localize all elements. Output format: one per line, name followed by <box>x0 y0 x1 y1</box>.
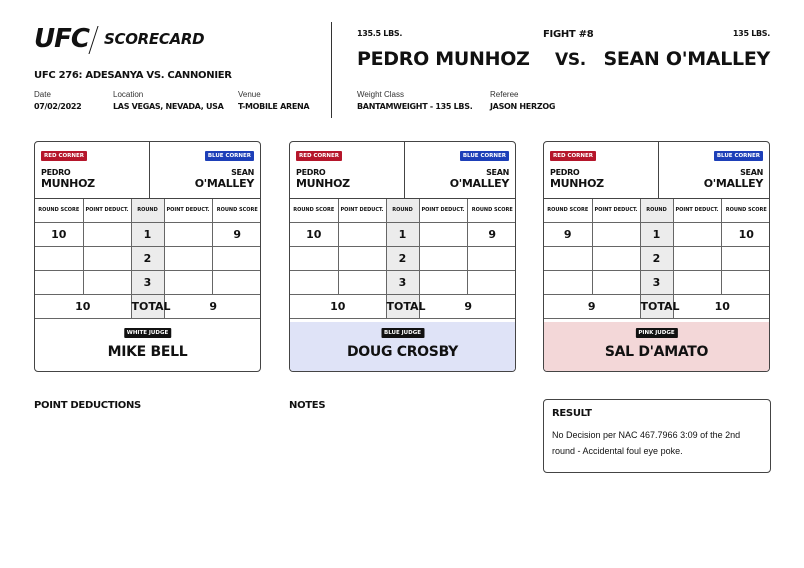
blue-point-deduction <box>673 222 721 246</box>
round-row <box>544 222 770 246</box>
red-total: 10 <box>35 294 131 318</box>
venue-value: T-MOBILE ARENA <box>238 102 310 111</box>
corner-divider <box>404 142 405 199</box>
vs-label: VS. <box>555 50 586 70</box>
round-number: 3 <box>386 270 419 294</box>
red-corner-badge: RED CORNER <box>550 151 596 161</box>
red-point-deduction <box>592 246 640 270</box>
blue-round-score: 9 <box>212 222 261 246</box>
red-point-deduction <box>338 270 386 294</box>
round-number: 2 <box>640 246 673 270</box>
point-deduct-header: POINT DEDUCT. <box>592 199 640 222</box>
judge-name: MIKE BELL <box>107 344 188 360</box>
red-point-deduction <box>338 222 386 246</box>
round-score-header: ROUND SCORE <box>544 199 592 222</box>
red-round-score <box>35 246 83 270</box>
blue-point-deduction <box>164 270 212 294</box>
blue-round-score <box>721 270 770 294</box>
blue-fighter-weight: 135 LBS. <box>732 29 770 38</box>
blue-corner-badge: BLUE CORNER <box>205 151 254 161</box>
blue-corner-badge: BLUE CORNER <box>714 151 763 161</box>
round-row <box>35 246 261 270</box>
red-round-score <box>290 246 338 270</box>
round-score-header: ROUND SCORE <box>467 199 516 222</box>
judge-card <box>543 141 770 372</box>
blue-point-deduction <box>419 246 467 270</box>
round-header: ROUND <box>640 199 673 222</box>
red-total: 9 <box>544 294 640 318</box>
header-divider <box>331 22 332 118</box>
notes-heading: NOTES <box>289 400 326 411</box>
score-grid <box>290 199 516 319</box>
corner-divider <box>149 142 150 199</box>
judge-badge: PINK JUDGE <box>635 328 677 338</box>
red-point-deduction <box>338 246 386 270</box>
card-fighters <box>290 142 515 199</box>
red-round-score: 9 <box>544 222 592 246</box>
red-point-deduction <box>83 222 131 246</box>
referee-value: JASON HERZOG <box>490 102 556 111</box>
blue-point-deduction <box>419 270 467 294</box>
score-grid-header <box>544 199 770 222</box>
round-number: 3 <box>131 270 164 294</box>
blue-total: 9 <box>164 294 261 318</box>
blue-corner-badge: BLUE CORNER <box>460 151 509 161</box>
red-last-name: MUNHOZ <box>550 177 604 190</box>
judge-area <box>35 322 260 372</box>
blue-point-deduction <box>419 222 467 246</box>
location-label: Location <box>113 90 144 99</box>
red-round-score: 10 <box>290 222 338 246</box>
venue-label: Venue <box>238 90 261 99</box>
round-row <box>290 222 516 246</box>
point-deduct-header: POINT DEDUCT. <box>83 199 131 222</box>
referee-label: Referee <box>490 90 519 99</box>
total-label: TOTAL <box>386 294 419 318</box>
red-point-deduction <box>592 222 640 246</box>
blue-fighter-label <box>195 167 254 189</box>
blue-round-score <box>467 246 516 270</box>
red-point-deduction <box>83 246 131 270</box>
event-name: UFC 276: ADESANYA VS. CANNONIER <box>34 70 232 81</box>
ufc-logo: UFC <box>34 24 89 54</box>
round-row <box>544 270 770 294</box>
red-round-score: 10 <box>35 222 83 246</box>
judge-badge: WHITE JUDGE <box>124 328 172 338</box>
judge-area <box>290 322 515 372</box>
round-header: ROUND <box>131 199 164 222</box>
blue-first-name: SEAN <box>740 168 763 177</box>
judge-name: SAL D'AMATO <box>604 344 709 360</box>
weight-class-value: BANTAMWEIGHT - 135 LBS. <box>357 102 473 111</box>
round-row <box>35 270 261 294</box>
red-fighter-label <box>41 167 95 189</box>
round-number: 1 <box>640 222 673 246</box>
blue-last-name: O'MALLEY <box>449 177 509 190</box>
round-row <box>35 222 261 246</box>
red-point-deduction <box>592 270 640 294</box>
blue-last-name: O'MALLEY <box>194 177 254 190</box>
total-label: TOTAL <box>131 294 164 318</box>
total-row <box>35 294 261 318</box>
blue-last-name: O'MALLEY <box>703 177 763 190</box>
card-fighters <box>35 142 260 199</box>
blue-point-deduction <box>673 246 721 270</box>
blue-round-score <box>212 246 261 270</box>
red-fighter-weight: 135.5 LBS. <box>357 29 403 38</box>
blue-fighter-label <box>704 167 763 189</box>
red-fighter-label <box>550 167 604 189</box>
round-number: 1 <box>386 222 419 246</box>
score-grid-header <box>290 199 516 222</box>
blue-first-name: SEAN <box>231 168 254 177</box>
round-number: 3 <box>640 270 673 294</box>
red-first-name: PEDRO <box>41 168 71 177</box>
result-text: No Decision per NAC 467.7966 3:09 of the 2nd round - Accidental foul eye poke. <box>552 430 741 456</box>
blue-fighter-label <box>450 167 509 189</box>
judge-name: DOUG CROSBY <box>346 344 459 360</box>
point-deduct-header: POINT DEDUCT. <box>673 199 721 222</box>
scorecard-title: SCORECARD <box>104 30 205 48</box>
round-score-header: ROUND SCORE <box>721 199 770 222</box>
total-row <box>290 294 516 318</box>
location-value: LAS VEGAS, NEVADA, USA <box>113 102 224 111</box>
score-grid <box>544 199 770 319</box>
round-score-header: ROUND SCORE <box>212 199 261 222</box>
blue-point-deduction <box>673 270 721 294</box>
point-deductions-heading: POINT DEDUCTIONS <box>34 400 141 411</box>
blue-total: 10 <box>673 294 770 318</box>
total-label: TOTAL <box>640 294 673 318</box>
result-heading: RESULT <box>552 408 592 419</box>
blue-round-score: 10 <box>721 222 770 246</box>
red-fighter-name: PEDRO MUNHOZ <box>357 48 530 70</box>
fight-number: FIGHT #8 <box>543 29 594 40</box>
round-number: 1 <box>131 222 164 246</box>
blue-round-score <box>467 270 516 294</box>
round-row <box>290 270 516 294</box>
blue-round-score: 9 <box>467 222 516 246</box>
weight-class-label: Weight Class <box>357 90 404 99</box>
red-fighter-label <box>296 167 350 189</box>
card-fighters <box>544 142 769 199</box>
point-deduct-header: POINT DEDUCT. <box>164 199 212 222</box>
red-corner-badge: RED CORNER <box>41 151 87 161</box>
round-score-header: ROUND SCORE <box>290 199 338 222</box>
corner-divider <box>658 142 659 199</box>
score-grid <box>35 199 261 319</box>
date-label: Date <box>34 90 51 99</box>
blue-first-name: SEAN <box>486 168 509 177</box>
round-number: 2 <box>386 246 419 270</box>
red-point-deduction <box>83 270 131 294</box>
red-round-score <box>35 270 83 294</box>
date-value: 07/02/2022 <box>34 102 82 111</box>
red-round-score <box>544 270 592 294</box>
total-row <box>544 294 770 318</box>
round-row <box>544 246 770 270</box>
judge-badge: BLUE JUDGE <box>381 328 424 338</box>
judge-area <box>544 322 769 372</box>
logo-divider <box>88 26 98 54</box>
score-grid-header <box>35 199 261 222</box>
red-round-score <box>544 246 592 270</box>
judge-card <box>34 141 261 372</box>
point-deduct-header: POINT DEDUCT. <box>419 199 467 222</box>
blue-point-deduction <box>164 222 212 246</box>
blue-point-deduction <box>164 246 212 270</box>
blue-total: 9 <box>419 294 516 318</box>
red-round-score <box>290 270 338 294</box>
blue-round-score <box>212 270 261 294</box>
red-last-name: MUNHOZ <box>41 177 95 190</box>
result-box <box>543 399 771 473</box>
red-last-name: MUNHOZ <box>296 177 350 190</box>
judge-card <box>289 141 516 372</box>
red-corner-badge: RED CORNER <box>296 151 342 161</box>
blue-fighter-name: SEAN O'MALLEY <box>603 48 770 70</box>
round-score-header: ROUND SCORE <box>35 199 83 222</box>
point-deduct-header: POINT DEDUCT. <box>338 199 386 222</box>
red-first-name: PEDRO <box>296 168 326 177</box>
round-header: ROUND <box>386 199 419 222</box>
red-total: 10 <box>290 294 386 318</box>
round-number: 2 <box>131 246 164 270</box>
round-row <box>290 246 516 270</box>
red-first-name: PEDRO <box>550 168 580 177</box>
blue-round-score <box>721 246 770 270</box>
